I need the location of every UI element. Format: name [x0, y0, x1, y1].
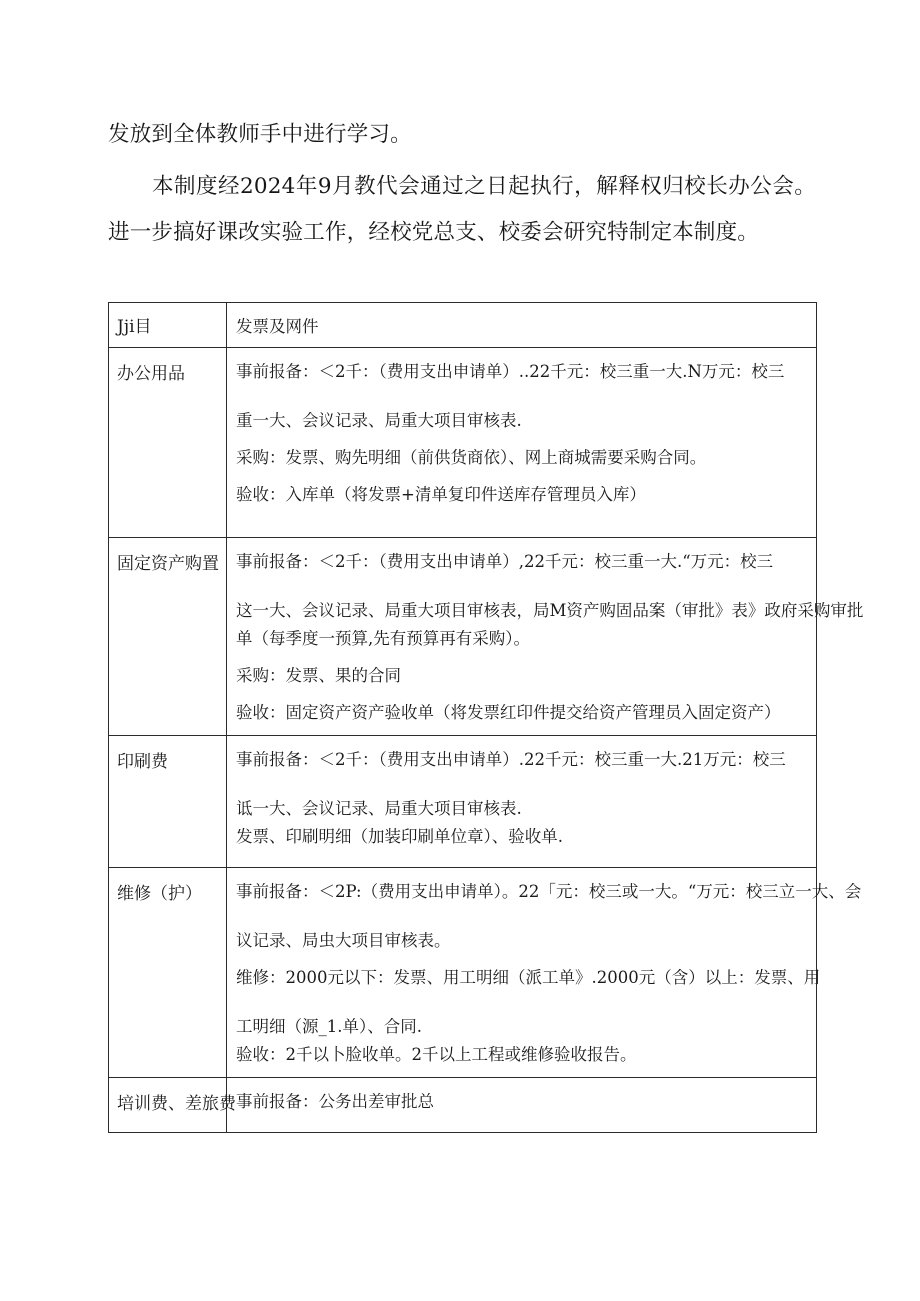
detail-block-fixed-assets [227, 538, 864, 735]
table-row [109, 868, 817, 1078]
detail-line: 事前报备：＜2P:（费用支出申请单）。22「元：校三或一大。“万元：校三立一大、会 [236, 882, 862, 901]
table-cell-detail-printing-fee [227, 736, 817, 868]
detail-line: 事前报备：公务出差审批总 [236, 1092, 434, 1111]
detail-block-printing-fee [227, 736, 816, 867]
detail-line: 验收：2千以卜脸收单。2千以上工程或维修验收报告。 [236, 1045, 637, 1064]
row-label-maintenance: 维修（护） [117, 884, 202, 904]
detail-line: 发票、印刷明细（加装印刷单位章）、验收单. [236, 827, 563, 846]
row-label-training-travel: 培训费、差旅费 [117, 1094, 236, 1114]
row-label-office-supplies: 办公用品 [117, 364, 185, 384]
detail-block-maintenance [227, 868, 862, 1077]
reimbursement-requirements-table [108, 302, 864, 1133]
table-cell-detail-fixed-assets [227, 538, 864, 736]
detail-line: 工明细（源_1.单）、合同. [236, 1017, 422, 1036]
table-cell-item-fixed-assets [109, 538, 227, 736]
table-header-label-item: Jji目 [117, 317, 152, 337]
table-cell-item-printing-fee [109, 736, 227, 868]
table-header-label-detail: 发票及网件 [236, 317, 319, 336]
paragraph-effective-date: 本制度经2024年9月教代会通过之日起执行，解释权归校长办公会。进一步搞好课改实验工作，经校党总支、校委会研究特制定本制度。 [108, 174, 816, 245]
row-label-fixed-assets: 固定资产购置 [117, 554, 219, 574]
detail-line: 单（每季度一预算,先有预算再有采购）。 [236, 629, 530, 648]
detail-line: 事前报备：＜2千：（费用支出申请单）.22千元：校三重一大.21万元：校三 [236, 750, 786, 769]
detail-line: 这一大、会议记录、局重大项目审核表，局M资产购固品案（审批》表》政府采购审批 [236, 601, 864, 620]
detail-line: 采购：发票、购先明细（前供货商依）、网上商城需要采购合同。 [236, 448, 707, 467]
table-row [109, 538, 817, 736]
detail-block-office-supplies [227, 348, 816, 537]
detail-line: 维修：2000元以下：发票、用工明细（派工单》.2000元（含）以上：发票、用 [236, 968, 821, 987]
detail-line: 重一大、会议记录、局重大项目审核表. [236, 411, 522, 430]
paragraph-closing-distribution: 发放到全体教师手中进行学习。 [108, 122, 412, 147]
detail-line: 采购：发票、果的合同 [236, 666, 401, 685]
table-header-cell-item [109, 303, 227, 348]
table-header-row [109, 303, 817, 348]
detail-line: 验收：固定资产资产验收单（将发票红印件提交给资产管理员入固定资产） [236, 703, 781, 722]
table-header-cell-detail [227, 303, 817, 348]
intro-prose [108, 112, 816, 262]
detail-line: 诋一大、会议记录、局重大项目审核表. [236, 799, 522, 818]
table-cell-detail-maintenance [227, 868, 862, 1078]
detail-line: 事前报备：＜2千：（费用支出申请单）..22千元：校三重一大.N万元：校三 [236, 362, 785, 381]
table-cell-detail-office-supplies [227, 348, 817, 538]
table-cell-item-training-travel [109, 1078, 236, 1133]
table-row [109, 348, 817, 538]
detail-block-training-travel [227, 1078, 816, 1132]
table-row [109, 736, 817, 868]
detail-line: 议记录、局虫大项目审核表。 [236, 931, 451, 950]
table-cell-item-office-supplies [109, 348, 227, 538]
detail-line: 验收：入库单（将发票+清单复印件送库存管理员入库） [236, 485, 646, 504]
row-label-printing-fee: 印刷费 [117, 752, 168, 772]
detail-line: 事前报备：＜2千：（费用支出申请单）,22千元：校三重一大.“万元：校三 [236, 552, 774, 571]
table-cell-item-maintenance [109, 868, 227, 1078]
table-row [109, 1078, 817, 1133]
table-cell-detail-training-travel [227, 1078, 817, 1133]
